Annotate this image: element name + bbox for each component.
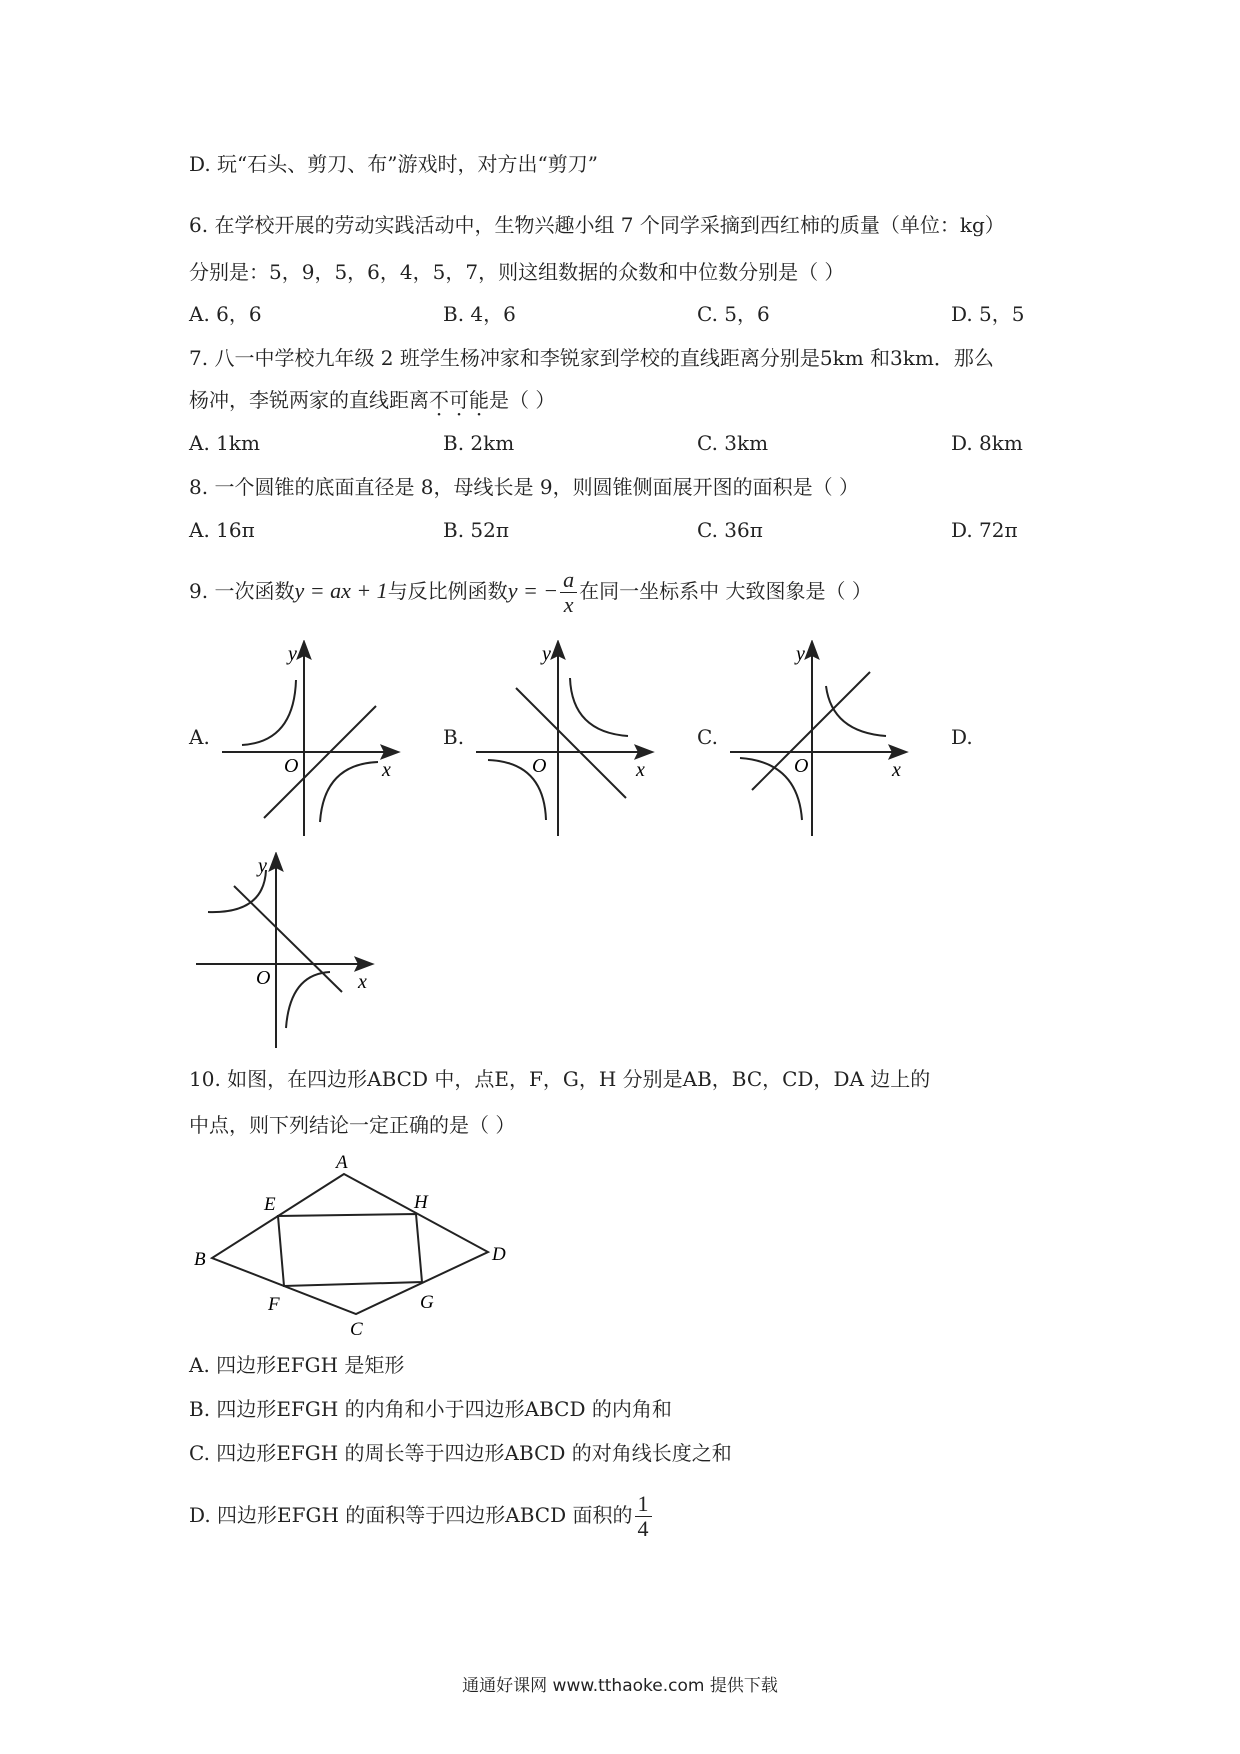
q7-emphasis-char: 可 (449, 388, 469, 412)
q9-option-c-label: C. (697, 725, 718, 749)
x-axis-label: x (636, 759, 645, 781)
origin-label: O (794, 755, 809, 777)
x-axis-label: x (382, 759, 391, 781)
y-axis-arrow (298, 642, 310, 658)
hyperbola-branch (320, 762, 378, 822)
point-h-label: H (414, 1192, 428, 1213)
q9-stem-text: 与反比例函数 (387, 579, 508, 603)
point-c-label: C (350, 1319, 363, 1338)
q5-option-label: D. (189, 152, 211, 176)
q9-option-d-label: D. (951, 725, 973, 749)
q7-emphasis-char: 能 (469, 388, 489, 412)
q7-option-a: A. 1km (189, 431, 260, 455)
x-axis-arrow (636, 746, 652, 758)
quadrilateral-efgh (278, 1214, 422, 1286)
q9-stem-text: 在同一坐标系中 大致图象是（ ） (579, 579, 872, 603)
y-axis-label: y (542, 643, 551, 665)
graph-c (730, 640, 920, 840)
q6-option-a: A. 6，6 (189, 302, 262, 326)
quadrilateral-abcd (212, 1174, 488, 1314)
q9-stem-text: 9. 一次函数 (189, 579, 295, 603)
x-axis-arrow (356, 958, 372, 970)
q7-option-b: B. 2km (443, 431, 515, 455)
origin-label: O (532, 755, 547, 777)
q5-option-text: 玩“石头、剪刀、布”游戏时，对方出“剪刀” (217, 152, 598, 176)
q7-option-c: C. 3km (697, 431, 769, 455)
q6-option-b: B. 4，6 (443, 302, 516, 326)
q9-fraction (560, 568, 577, 617)
y-axis-label: y (796, 643, 805, 665)
q10-option-d-text: D. 四边形EFGH 的面积等于四边形ABCD 面积的 (189, 1503, 633, 1527)
q8-option-c: C. 36π (697, 518, 763, 542)
q10-line1: 10. 如图，在四边形ABCD 中，点E，F，G，H 分别是AB，BC，CD，DA 边上的 (189, 1067, 931, 1091)
fraction-denominator: 4 (637, 1516, 649, 1541)
q9-stem (189, 566, 872, 617)
q10-option-c: C. 四边形EFGH 的周长等于四边形ABCD 的对角线长度之和 (189, 1441, 732, 1465)
y-axis-arrow (552, 642, 564, 658)
point-e-label: E (264, 1194, 276, 1215)
graph-d (194, 852, 394, 1052)
q5-option-d (189, 150, 598, 178)
fraction-numerator: 1 (635, 1492, 652, 1517)
q8-option-d: D. 72π (951, 518, 1018, 542)
q6-line1: 6. 在学校开展的劳动实践活动中，生物兴趣小组 7 个同学采摘到西红柿的质量（单位：kg） (189, 213, 1005, 237)
q7-line2-tail: 是（ ） (489, 388, 556, 412)
point-f-label: F (268, 1294, 280, 1315)
q8-option-a: A. 16π (189, 518, 255, 542)
point-a-label: A (336, 1152, 348, 1173)
y-axis-label: y (288, 643, 297, 665)
linear-graph (516, 688, 626, 798)
q10-option-d (189, 1484, 654, 1546)
origin-label: O (256, 967, 271, 989)
hyperbola-branch (826, 686, 886, 736)
q7-emphasis-char: 不 (429, 388, 449, 412)
page-footer: 通通好课网 www.tthaoke.com 提供下载 (462, 1676, 778, 1696)
y-axis-arrow (806, 642, 818, 658)
q9-inverse-function: y = − (507, 578, 559, 603)
hyperbola-branch (740, 758, 802, 820)
graph-a (222, 640, 412, 840)
q10-line2: 中点，则下列结论一定正确的是（ ） (189, 1113, 516, 1137)
q6-option-c: C. 5，6 (697, 302, 770, 326)
q9-linear-function: y = ax + 1 (294, 578, 388, 603)
q7-option-d: D. 8km (951, 431, 1023, 455)
point-g-label: G (420, 1292, 434, 1313)
x-axis-label: x (892, 759, 901, 781)
q8-option-b: B. 52π (443, 518, 510, 542)
q9-option-a-label: A. (189, 725, 210, 749)
x-axis-arrow (890, 746, 906, 758)
q9-option-b-label: B. (443, 725, 465, 749)
q7-line2 (189, 386, 555, 414)
q7-line1: 7. 八一中学校九年级 2 班学生杨冲家和李锐家到学校的直线距离分别是5km 和3km．那么 (189, 346, 994, 370)
hyperbola-branch (286, 972, 330, 1028)
hyperbola-branch (242, 680, 296, 745)
x-axis-arrow (382, 746, 398, 758)
y-axis-arrow (270, 854, 282, 870)
q10-option-a: A. 四边形EFGH 是矩形 (189, 1353, 405, 1377)
hyperbola-branch (570, 678, 628, 736)
origin-label: O (284, 755, 299, 777)
linear-graph (264, 706, 376, 818)
q10-option-d-fraction (635, 1492, 652, 1541)
q6-line2: 分别是：5，9，5，6，4，5，7，则这组数据的众数和中位数分别是（ ） (189, 260, 845, 284)
x-axis-label: x (358, 971, 367, 993)
graph-b (476, 640, 666, 840)
q8-line1: 8. 一个圆锥的底面直径是 8，母线长是 9，则圆锥侧面展开图的面积是（ ） (189, 475, 859, 499)
point-d-label: D (492, 1244, 506, 1265)
q10-option-b: B. 四边形EFGH 的内角和小于四边形ABCD 的内角和 (189, 1397, 672, 1421)
point-b-label: B (194, 1249, 206, 1270)
y-axis-label: y (258, 855, 267, 877)
q9-denominator: x (563, 592, 574, 617)
q7-line2-text: 杨冲，李锐两家的直线距离 (189, 388, 429, 412)
q6-option-d: D. 5，5 (951, 302, 1025, 326)
q10-quadrilateral-figure (186, 1148, 516, 1338)
q9-numerator: a (560, 568, 577, 593)
